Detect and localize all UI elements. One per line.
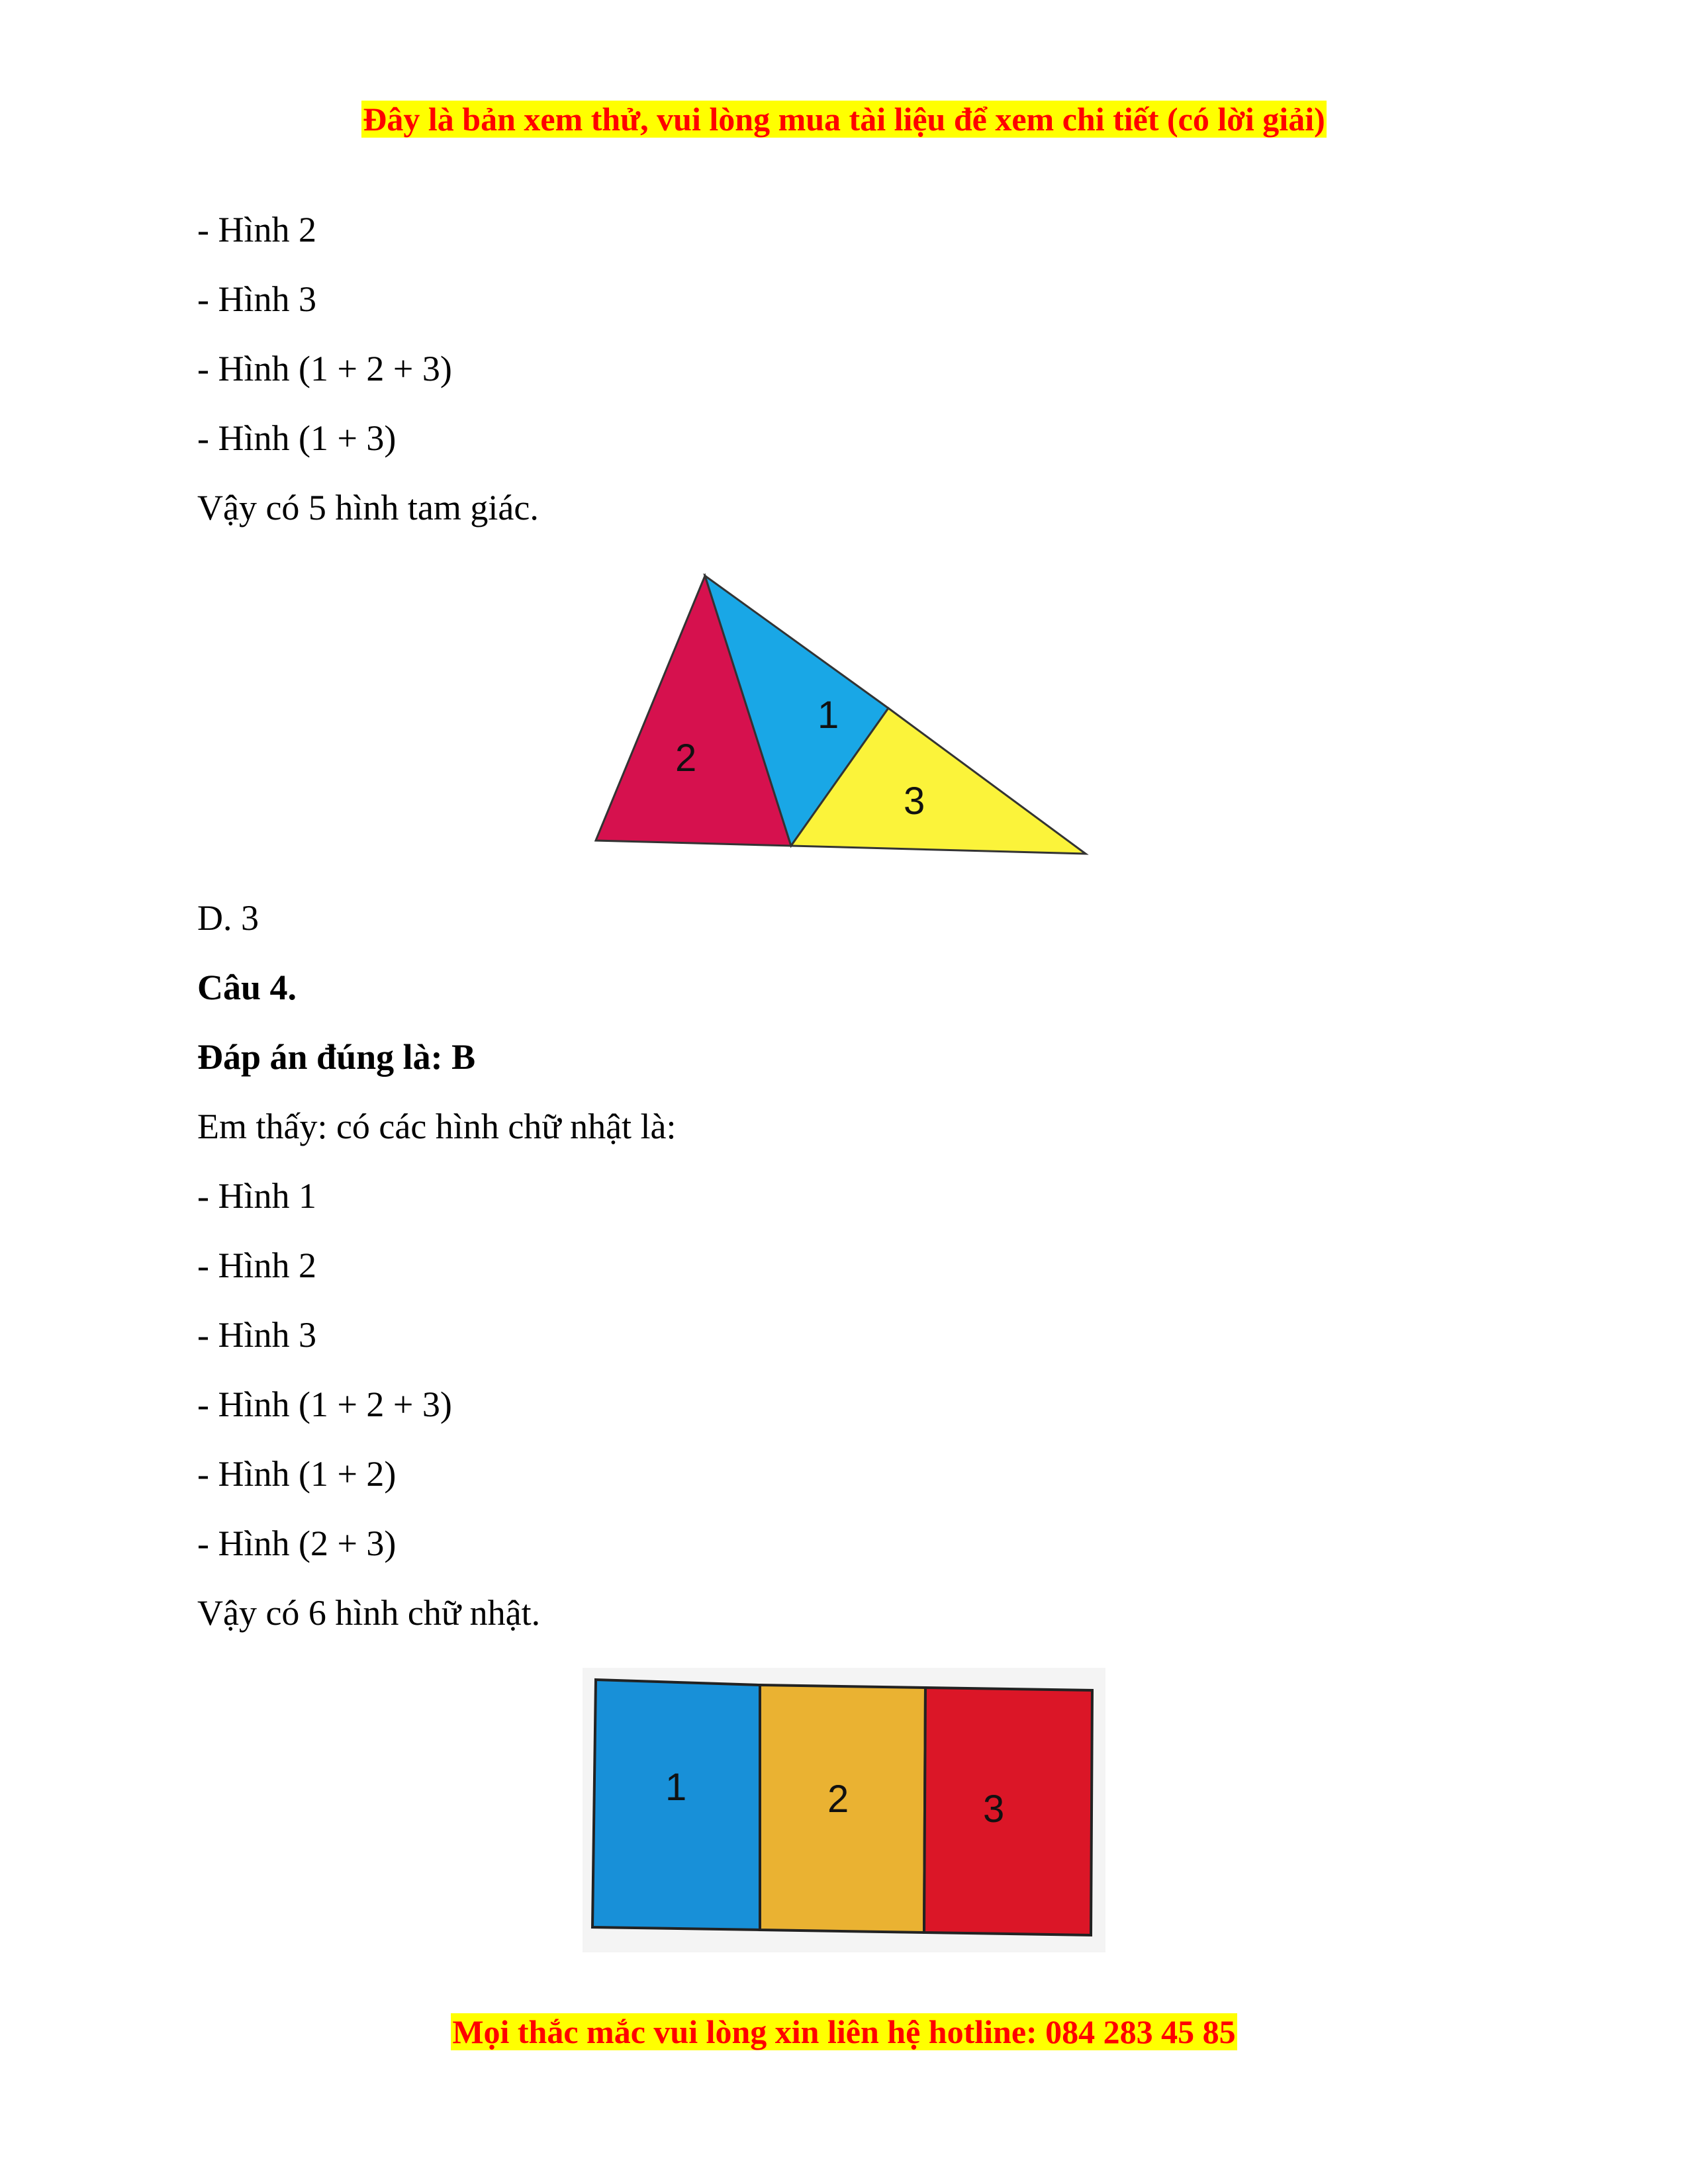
rectangle-label-2: 2 [827,1778,849,1821]
list-item: - Hình (2 + 3) [197,1524,397,1563]
list-item: - Hình 3 [197,1315,316,1355]
answer-line: Đáp án đúng là: B [197,1037,476,1077]
question-title: Câu 4. [197,968,297,1007]
rectangle-conclusion: Vậy có 6 hình chữ nhật. [197,1593,541,1633]
list-item: - Hình (1 + 2) [197,1454,397,1494]
preview-banner-text: Đây là bản xem thử, vui lòng mua tài liệu để xem chi tiết (có lời giải) [363,101,1325,138]
triangle-label-2: 2 [675,737,697,780]
rectangle-label-3: 3 [983,1788,1005,1831]
list-item: - Hình 2 [197,210,316,250]
rectangle-label-1: 1 [665,1766,687,1809]
hotline-banner [0,2012,1688,2052]
triangle-label-3: 3 [904,780,925,823]
hotline-banner-text: Mọi thắc mắc vui lòng xin liên hệ hotline: 084 283 45 85 [452,2013,1236,2050]
rectangle-piece-3 [924,1688,1092,1935]
list-item: - Hình (1 + 2 + 3) [197,1385,452,1424]
list-item: - Hình (1 + 3) [197,418,397,458]
list-item: - Hình 1 [197,1176,316,1216]
intro-line: Em thấy: có các hình chữ nhật là: [197,1107,677,1146]
triangle-label-1: 1 [818,694,839,737]
triangle-conclusion: Vậy có 5 hình tam giác. [197,488,539,527]
option-d: D. 3 [197,898,259,938]
list-item: - Hình 3 [197,279,316,319]
preview-banner [0,99,1688,139]
list-item: - Hình (1 + 2 + 3) [197,349,452,388]
list-item: - Hình 2 [197,1246,316,1285]
rectangle-figure [583,1668,1105,1952]
triangle-figure [583,569,1099,867]
